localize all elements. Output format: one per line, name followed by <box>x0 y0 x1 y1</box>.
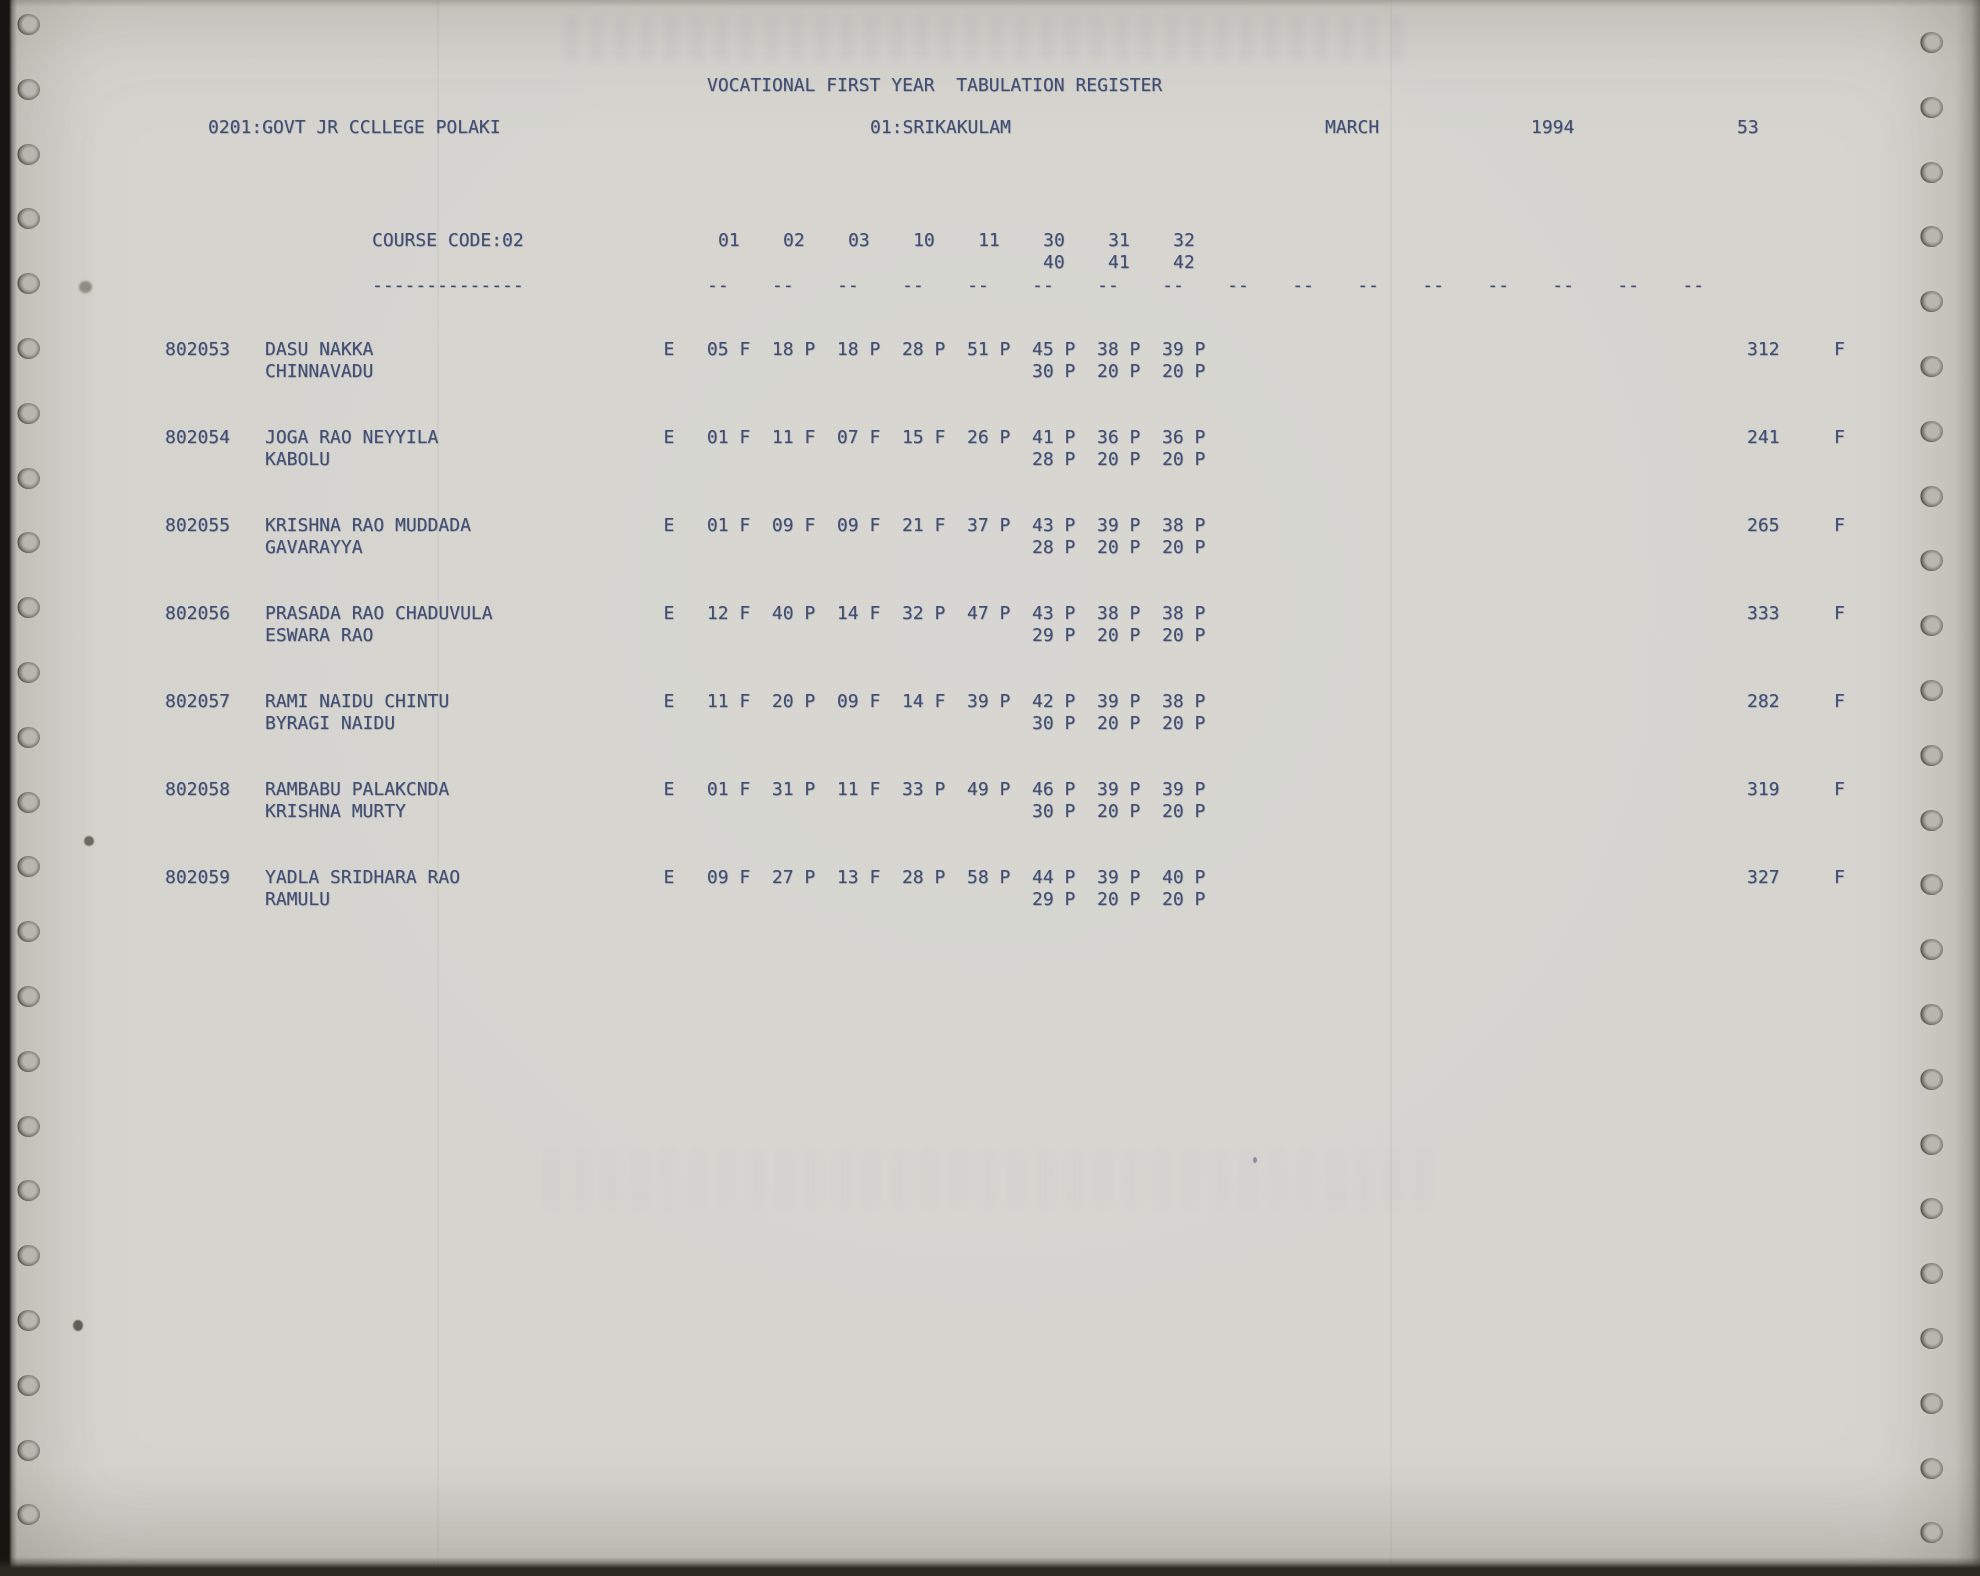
total-marks: 327 <box>1747 867 1780 888</box>
result-flag: F <box>1834 427 1845 448</box>
total-marks: 319 <box>1747 779 1780 800</box>
roll-number: 802055 <box>165 515 231 536</box>
marks-line2: 28 P 20 P 20 P <box>1032 536 1206 558</box>
paper-speck <box>73 1320 83 1331</box>
sprocket-hole <box>17 79 40 100</box>
paper-speck <box>1253 1157 1257 1163</box>
sprocket-hole <box>17 921 40 942</box>
father-name: CHINNAVADU <box>265 360 374 382</box>
candidate-name: RAMBABU PALAKCNDA <box>265 779 450 800</box>
sprocket-hole <box>1920 1458 1943 1479</box>
course-underline: -------------- <box>372 275 524 296</box>
medium-code: E <box>663 339 675 360</box>
sprocket-hole <box>1920 810 1943 831</box>
father-name: KABOLU <box>265 448 331 470</box>
marks-line2: 30 P 20 P 20 P <box>1032 360 1206 382</box>
sprocket-hole <box>17 273 40 294</box>
medium-code: E <box>663 603 675 624</box>
paper-fold-line <box>1390 0 1392 1576</box>
sprocket-hole <box>1920 1198 1943 1219</box>
sprocket-hole <box>1920 939 1943 960</box>
medium-code: E <box>663 515 675 536</box>
result-flag: F <box>1834 603 1845 624</box>
total-marks: 265 <box>1747 515 1780 536</box>
father-name: RAMULU <box>265 888 331 910</box>
paper-speck <box>79 281 92 293</box>
result-flag: F <box>1834 867 1845 888</box>
sprocket-hole <box>1920 291 1943 312</box>
sprocket-hole <box>1920 550 1943 571</box>
subject-column-headers-line2: 40 41 42 <box>1043 252 1195 273</box>
sprocket-hole <box>1920 162 1943 183</box>
sprocket-hole <box>1920 1328 1943 1349</box>
sprocket-hole <box>1920 226 1943 247</box>
candidate-name: PRASADA RAO CHADUVULA <box>265 603 493 624</box>
father-name: ESWARA RAO <box>265 624 374 646</box>
sprocket-hole <box>1920 615 1943 636</box>
sprocket-hole <box>1920 32 1943 53</box>
result-flag: F <box>1834 515 1845 536</box>
result-flag: F <box>1834 691 1845 712</box>
district-code-name: 01:SRIKAKULAM <box>870 117 1011 138</box>
subject-column-headers: 01 02 03 10 11 30 31 32 <box>718 230 1195 251</box>
marks-line1: 05 F 18 P 18 P 28 P 51 P 45 P 38 P 39 P <box>706 339 1206 360</box>
paper-edge-bottom <box>0 1557 1980 1576</box>
total-marks: 282 <box>1747 691 1780 712</box>
paper-speck <box>84 836 94 846</box>
sprocket-hole <box>1920 1522 1943 1543</box>
sprocket-hole <box>1920 97 1943 118</box>
sprocket-hole <box>1920 421 1943 442</box>
marks-line1: 12 F 40 P 14 F 32 P 47 P 43 P 38 P 38 P <box>706 603 1206 624</box>
father-name: GAVARAYYA <box>265 536 363 558</box>
marks-line2: 30 P 20 P 20 P <box>1032 800 1206 822</box>
sprocket-hole <box>1920 356 1943 377</box>
page-number: 53 <box>1737 117 1759 138</box>
candidate-name: KRISHNA RAO MUDDADA <box>265 515 471 536</box>
sprocket-hole <box>17 662 40 683</box>
sprocket-hole <box>1920 1134 1943 1155</box>
sprocket-hole <box>17 1180 40 1201</box>
sprocket-hole <box>1920 745 1943 766</box>
sprocket-hole <box>1920 680 1943 701</box>
roll-number: 802058 <box>165 779 231 800</box>
marks-line1: 01 F 09 F 09 F 21 F 37 P 43 P 39 P 38 P <box>706 515 1206 536</box>
result-flag: F <box>1834 339 1845 360</box>
sprocket-hole <box>17 1310 40 1331</box>
medium-code: E <box>663 691 675 712</box>
roll-number: 802053 <box>165 339 231 360</box>
father-name: KRISHNA MURTY <box>265 800 406 822</box>
marks-line2: 28 P 20 P 20 P <box>1032 448 1206 470</box>
columns-dash-row: -- -- -- -- -- -- -- -- -- -- -- -- -- -- -- -- <box>707 275 1704 296</box>
exam-year: 1994 <box>1531 117 1575 138</box>
total-marks: 312 <box>1747 339 1780 360</box>
sprocket-hole <box>17 727 40 748</box>
sprocket-hole <box>17 1051 40 1072</box>
sprocket-hole <box>17 144 40 165</box>
sprocket-hole <box>17 792 40 813</box>
roll-number: 802057 <box>165 691 231 712</box>
sprocket-hole <box>17 208 40 229</box>
paper-edge-left <box>0 0 17 1576</box>
sprocket-hole <box>1920 1004 1943 1025</box>
candidate-name: RAMI NAIDU CHINTU <box>265 691 450 712</box>
sprocket-hole <box>1920 1263 1943 1284</box>
medium-code: E <box>663 867 675 888</box>
sprocket-hole <box>17 1116 40 1137</box>
paper-edge-right <box>1956 0 1980 1576</box>
result-flag: F <box>1834 779 1845 800</box>
marks-line1: 11 F 20 P 09 F 14 F 39 P 42 P 39 P 38 P <box>706 691 1206 712</box>
sprocket-hole <box>17 597 40 618</box>
sprocket-hole <box>17 532 40 553</box>
college-code-name: 0201:GOVT JR CCLLEGE POLAKI <box>208 117 501 138</box>
sprocket-hole <box>1920 486 1943 507</box>
marks-line1: 09 F 27 P 13 F 28 P 58 P 44 P 39 P 40 P <box>706 867 1206 888</box>
sprocket-hole <box>17 1504 40 1525</box>
paper-edge-top <box>0 0 1980 7</box>
roll-number: 802059 <box>165 867 231 888</box>
sprocket-hole <box>17 14 40 35</box>
sprocket-hole <box>1920 874 1943 895</box>
sprocket-hole <box>1920 1393 1943 1414</box>
medium-code: E <box>663 427 675 448</box>
medium-code: E <box>663 779 675 800</box>
sprocket-hole <box>17 1245 40 1266</box>
exam-month: MARCH <box>1325 117 1380 138</box>
sprocket-hole <box>17 856 40 877</box>
ink-bleed-smudge-top <box>565 16 1415 62</box>
roll-number: 802056 <box>165 603 231 624</box>
total-marks: 333 <box>1747 603 1780 624</box>
marks-line2: 29 P 20 P 20 P <box>1032 624 1206 646</box>
page-title: VOCATIONAL FIRST YEAR TABULATION REGISTER <box>707 75 1163 96</box>
father-name: BYRAGI NAIDU <box>265 712 396 734</box>
marks-line1: 01 F 31 P 11 F 33 P 49 P 46 P 39 P 39 P <box>706 779 1206 800</box>
candidate-name: DASU NAKKA <box>265 339 374 360</box>
marks-line1: 01 F 11 F 07 F 15 F 26 P 41 P 36 P 36 P <box>706 427 1206 448</box>
sprocket-hole <box>17 403 40 424</box>
sprocket-hole <box>17 986 40 1007</box>
marks-line2: 29 P 20 P 20 P <box>1032 888 1206 910</box>
sprocket-hole <box>17 468 40 489</box>
total-marks: 241 <box>1747 427 1780 448</box>
marks-line2: 30 P 20 P 20 P <box>1032 712 1206 734</box>
sprocket-hole <box>17 338 40 359</box>
roll-number: 802054 <box>165 427 231 448</box>
course-code-label: COURSE CODE:02 <box>372 230 524 251</box>
candidate-name: YADLA SRIDHARA RAO <box>265 867 461 888</box>
sprocket-hole <box>17 1375 40 1396</box>
ink-bleed-smudge-bottom <box>545 1150 1435 1208</box>
sprocket-hole <box>1920 1069 1943 1090</box>
candidate-name: JOGA RAO NEYYILA <box>265 427 439 448</box>
sprocket-hole <box>17 1440 40 1461</box>
